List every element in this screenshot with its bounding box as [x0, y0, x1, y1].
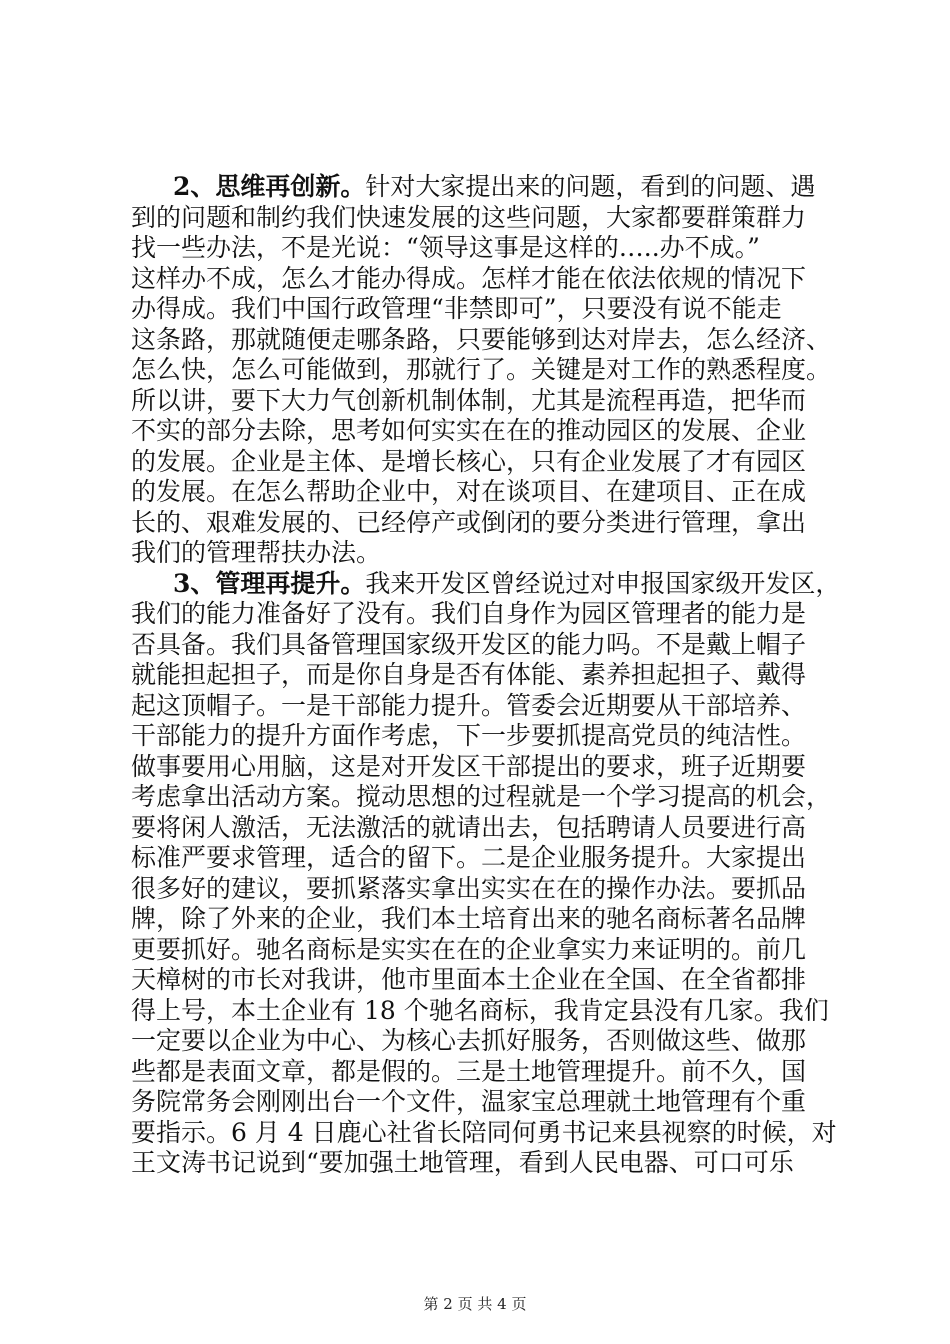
- paragraph-3-line: 干部能力的提升方面作考虑，下一步要抓提高党员的纯洁性。: [131, 721, 807, 750]
- paragraph-2-line: 所以讲，要下大力气创新机制体制，尤其是流程再造，把华而: [131, 385, 807, 415]
- paragraph-2-line: 怎么快，怎么可能做到，那就行了。关键是对工作的熟悉程度。: [131, 355, 832, 384]
- page-number-footer: 第 2 页 共 4 页: [423, 1295, 527, 1313]
- paragraph-3-text: 我来开发区曾经说过对申报国家级开发区，: [365, 568, 841, 598]
- paragraph-3-line: 我们的能力准备好了没有。我们自身作为园区管理者的能力是: [131, 599, 807, 628]
- paragraph-3-line: 做事要用心用脑，这是对开发区干部提出的要求，班子近期要: [131, 751, 807, 781]
- paragraph-2-line: [131, 172, 831, 203]
- paragraph-2-line: 这条路，那就随便走哪条路，只要能够到达对岸去，怎么经济、: [131, 324, 832, 354]
- paragraph-3-line: 天樟树的市长对我讲，他市里面本土企业在全国、在全省都排: [131, 965, 807, 994]
- paragraph-2-heading: 2、思维再创新。: [173, 172, 366, 201]
- paragraph-2-line: 的发展。在怎么帮助企业中，对在谈项目、在建项目、正在成: [131, 477, 807, 506]
- body-text: [131, 172, 841, 1179]
- paragraph-2-line: 长的、艰难发展的、已经停产或倒闭的要分类进行管理，拿出: [131, 507, 807, 537]
- paragraph-2-line: 的发展。企业是主体、是增长核心，只有企业发展了才有园区: [131, 446, 807, 476]
- paragraph-3-line: 王文涛书记说到“要加强土地管理，看到人民电器、可口可乐: [131, 1148, 794, 1177]
- paragraph-3-line: 一定要以企业为中心、为核心去抓好服务，否则做这些、做那: [131, 1026, 807, 1055]
- paragraph-2-line: 办得成。我们中国行政管理“非禁即可”，只要没有说不能走: [131, 294, 782, 323]
- paragraph-2-line: 这样办不成，怎么才能办得成。怎样才能在依法依规的情况下: [131, 263, 807, 293]
- paragraph-3-line: 要指示。6 月 4 日鹿心社省长陪同何勇书记来县视察的时候，对: [131, 1117, 837, 1147]
- paragraph-2-line: 找一些办法，不是光说：“领导这事是这样的…..办不成。”: [131, 233, 760, 262]
- paragraph-3-line: 标准严要求管理，适合的留下。二是企业服务提升。大家提出: [131, 843, 807, 872]
- paragraph-3-line: 得上号，本土企业有 18 个驰名商标，我肯定县没有几家。我们: [131, 995, 829, 1025]
- paragraph-3-line: 要将闲人激活，无法激活的就请出去，包括聘请人员要进行高: [131, 812, 807, 842]
- paragraph-3-heading: 3、管理再提升。: [173, 568, 366, 598]
- paragraph-3-line: 否具备。我们具备管理国家级开发区的能力吗。不是戴上帽子: [131, 629, 807, 659]
- paragraph-3-line: 牌，除了外来的企业，我们本土培育出来的驰名商标著名品牌: [131, 904, 807, 933]
- paragraph-2-line: 到的问题和制约我们快速发展的这些问题，大家都要群策群力: [131, 202, 807, 232]
- paragraph-3-line: 更要抓好。驰名商标是实实在在的企业拿实力来证明的。前几: [131, 934, 807, 964]
- paragraph-3-line: 起这顶帽子。一是干部能力提升。管委会近期要从干部培养、: [131, 690, 807, 720]
- paragraph-3-line: 考虑拿出活动方案。搅动思想的过程就是一个学习提高的机会，: [131, 782, 832, 811]
- paragraph-2-line: 不实的部分去除，思考如何实实在在的推动园区的发展、企业: [131, 416, 807, 445]
- paragraph-3-line: 就能担起担子，而是你自身是否有体能、素养担起担子、戴得: [131, 660, 807, 689]
- paragraph-2-line: 我们的管理帮扶办法。: [131, 538, 382, 567]
- paragraph-3-line: [131, 568, 841, 600]
- paragraph-3-line: 很多好的建议，要抓紧落实拿出实实在在的操作办法。要抓品: [131, 873, 807, 903]
- paragraph-3-line: 些都是表面文章，都是假的。三是土地管理提升。前不久，国: [131, 1056, 807, 1086]
- paragraph-2-text: 针对大家提出来的问题，看到的问题、遇: [365, 172, 816, 201]
- paragraph-3-line: 务院常务会刚刚出台一个文件，温家宝总理就土地管理有个重: [131, 1087, 807, 1116]
